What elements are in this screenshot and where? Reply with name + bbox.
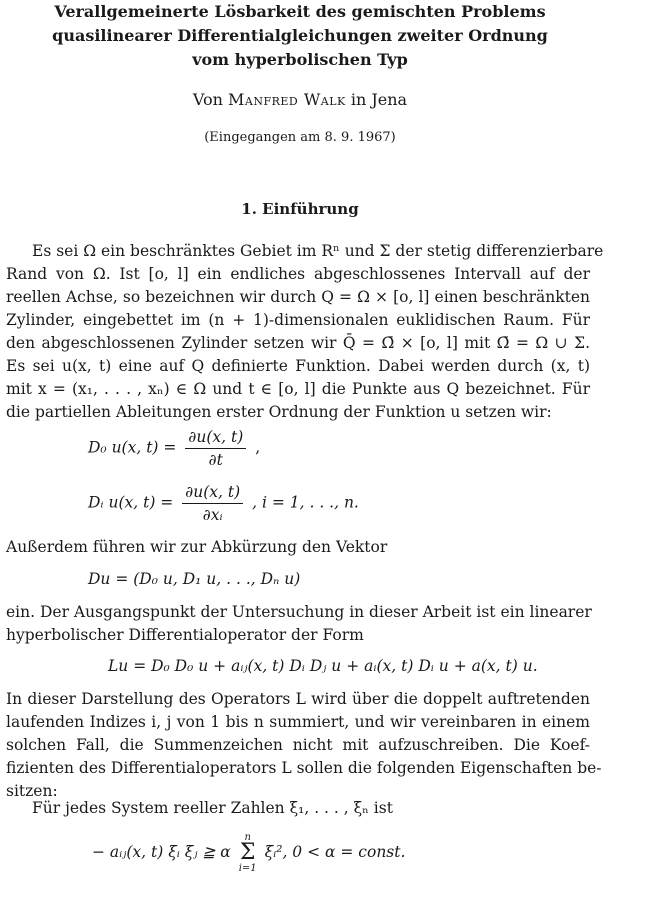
author-line (0, 90, 600, 109)
equation-di (88, 483, 359, 524)
paragraph-3 (6, 688, 602, 803)
section-heading: 1. Einführung (241, 200, 359, 218)
equation-du: Du = (D₀ u, D₁ u, . . ., Dₙ u) (88, 570, 301, 588)
paragraph-2-line: hyperbolischer Differentialoperator der Form (6, 626, 364, 644)
paragraph-3-line: laufenden Indizes i, j von 1 bis n summiert, und wir vereinbaren in einem (6, 713, 590, 731)
equation-ellipticity-lhs: − aᵢⱼ(x, t) ξᵢ ξⱼ ≧ α (92, 843, 231, 861)
paragraph-1-line: Es sei u(x, t) eine auf Q definierte Funktion. Dabei werden durch (x, t) (6, 357, 590, 375)
system-intro (6, 797, 590, 820)
title-line-3: vom hyperbolischen Typ (192, 50, 408, 69)
paragraph-3-line: fizienten des Differentialoperators L sollen die folgenden Eigenschaften be- (6, 759, 602, 777)
equation-di-denominator: ∂xᵢ (202, 506, 223, 524)
paragraph-3-line: solchen Fall, die Summenzeichen nicht mit aufzuschreiben. Die Koef- (6, 736, 590, 754)
equation-d0-denominator: ∂t (208, 451, 223, 469)
summation-operator (239, 832, 257, 874)
paragraph-1-line: mit x = (x₁, . . . , xₙ) ∈ Ω und t ∈ [o, l] die Punkte aus Q bezeichnet. Für (6, 380, 590, 398)
title-line-1: Verallgemeinerte Lösbarkeit des gemischten Problems (54, 2, 546, 21)
equation-d0-fraction (185, 428, 246, 469)
equation-di-numerator: ∂u(x, t) (182, 483, 243, 504)
equation-d0-tail: , (255, 438, 261, 457)
paragraph-3-line: sitzen: (6, 782, 58, 800)
title-line-2: quasilinearer Differentialgleichungen zweiter Ordnung (52, 26, 548, 45)
system-intro-line: Für jedes System reeller Zahlen ξ₁, . . . , ξₙ ist (32, 799, 393, 817)
paragraph-1-line: Es sei Ω ein beschränktes Gebiet im Rⁿ und Σ der stetig differenzierbare (32, 242, 604, 260)
equation-ellipticity (92, 832, 405, 874)
vector-intro-line: Außerdem führen wir zur Abkürzung den Vektor (6, 538, 388, 556)
equation-lu: Lu = D₀ D₀ u + aᵢⱼ(x, t) Dᵢ Dⱼ u + aᵢ(x, t) Dᵢ u + a(x, t) u. (108, 657, 538, 675)
equation-ellipticity-rhs: ξᵢ², 0 < α = const. (264, 843, 406, 861)
author-prefix: Von (192, 90, 223, 109)
vector-intro (6, 536, 590, 559)
paragraph-2-line: ein. Der Ausgangspunkt der Untersuchung in dieser Arbeit ist ein linearer (6, 603, 592, 621)
paragraph-1-line: Rand von Ω. Ist [o, l] ein endliches abgeschlossenes Intervall auf der (6, 265, 590, 283)
paragraph-1-line: die partiellen Ableitungen erster Ordnung der Funktion u setzen wir: (6, 403, 552, 421)
equation-di-lhs: Dᵢ u(x, t) = (88, 493, 174, 512)
paragraph-2 (6, 601, 590, 647)
author-name: Manfred Walk (228, 90, 346, 109)
summation-upper-limit: n (244, 832, 251, 843)
paragraph-1-line: reellen Achse, so bezeichnen wir durch Q = Ω × [o, l] einen beschränkten (6, 288, 590, 306)
equation-di-fraction (182, 483, 243, 524)
paper-title (0, 0, 600, 72)
equation-d0 (88, 428, 260, 469)
summation-symbol: Σ (239, 840, 256, 865)
equation-d0-numerator: ∂u(x, t) (185, 428, 246, 449)
author-suffix: in Jena (350, 90, 408, 109)
received-date: (Eingegangen am 8. 9. 1967) (204, 130, 396, 145)
paragraph-1 (6, 240, 604, 424)
equation-di-tail: , i = 1, . . ., n. (252, 493, 359, 512)
paragraph-1-line: den abgeschlossenen Zylinder setzen wir Q̄ = Ω̄ × [o, l] mit Ω̄ = Ω ∪ Σ. (6, 334, 590, 352)
equation-d0-lhs: D₀ u(x, t) = (88, 438, 177, 457)
paragraph-3-line: In dieser Darstellung des Operators L wird über die doppelt auftretenden (6, 690, 590, 708)
paragraph-1-line: Zylinder, eingebettet im (n + 1)-dimensionalen euklidischen Raum. Für (6, 311, 590, 329)
summation-lower-limit: i=1 (238, 863, 257, 874)
